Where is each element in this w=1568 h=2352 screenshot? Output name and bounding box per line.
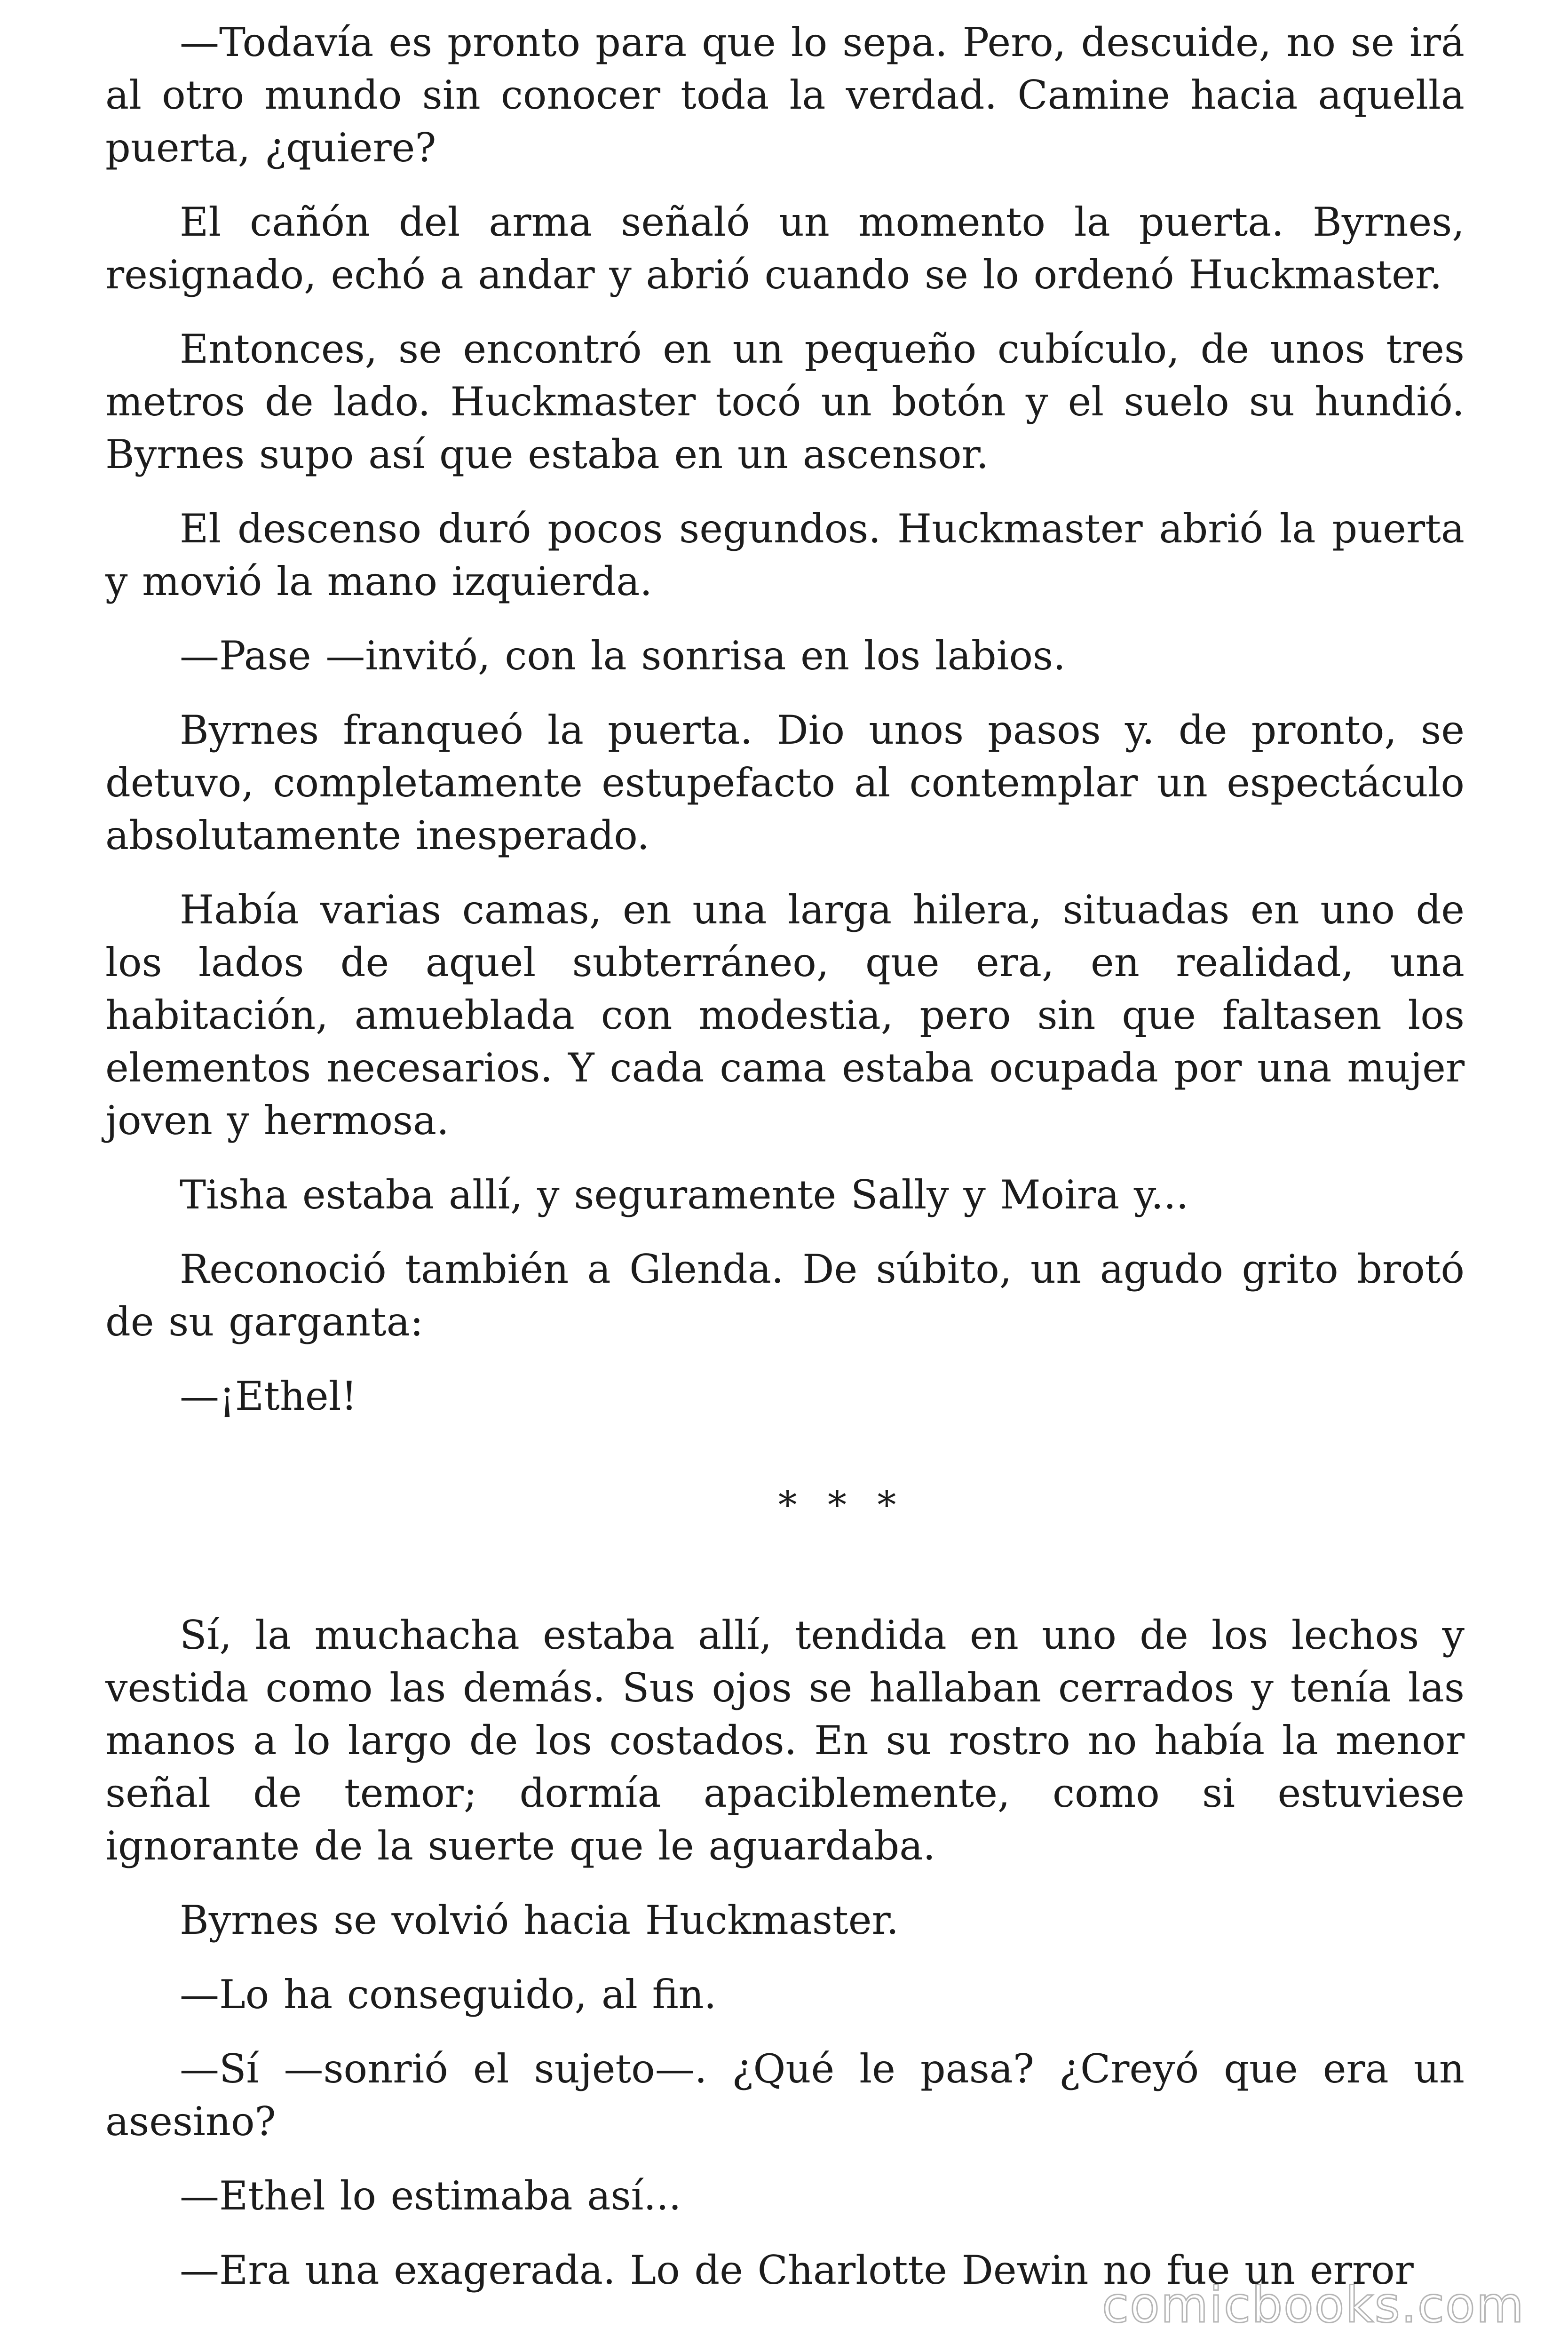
paragraph: Reconoció también a Glenda. De súbito, un agudo grito brotó de su garganta: [105, 1246, 1465, 1345]
paragraph: —¡Ethel! [180, 1373, 357, 1419]
watermark-text: comicbooks.com [1101, 2276, 1525, 2334]
book-page [105, 16, 1465, 2318]
paragraph: Tisha estaba allí, y seguramente Sally y Moira y... [180, 1172, 1189, 1218]
paragraph: Había varias camas, en una larga hilera, situadas en uno de los lados de aquel subterráneo, que era, en realidad, una habitación, amueblada con modestia, pero sin que faltasen los elementos necesarios. Y cada cama estaba ocupada por una mujer joven y hermosa. [105, 887, 1465, 1144]
paragraph: Byrnes se volvió hacia Huckmaster. [180, 1897, 899, 1943]
paragraph: —Todavía es pronto para que lo sepa. Pero, descuide, no se irá al otro mundo sin conocer toda la verdad. Camine hacia aquella puerta, ¿quiere? [105, 19, 1465, 171]
paragraph: Sí, la muchacha estaba allí, tendida en uno de los lechos y vestida como las demás. Sus ojos se hallaban cerrados y tenía las manos a lo largo de los costados. En su rostro no había la menor señal de temor; dormía apaciblemente, como si estuviese ignorante de la suerte que le aguardaba. [105, 1612, 1465, 1869]
paragraph: El descenso duró pocos segundos. Huckmaster abrió la puerta y movió la mano izquierda. [105, 506, 1465, 604]
paragraph: Entonces, se encontró en un pequeño cubículo, de unos tres metros de lado. Huckmaster tocó un botón y el suelo su hundió. Byrnes supo así que estaba en un ascensor. [105, 326, 1465, 477]
paragraph: —Sí —sonrió el sujeto—. ¿Qué le pasa? ¿Creyó que era un asesino? [105, 2046, 1465, 2145]
paragraph: El cañón del arma señaló un momento la puerta. Byrnes, resignado, echó a andar y abrió cuando se lo ordenó Huckmaster. [105, 199, 1465, 298]
paragraph: —Era una exagerada. Lo de Charlotte Dewin no fue un error [180, 2247, 1414, 2293]
paragraph: —Lo ha conseguido, al fin. [180, 1971, 717, 2018]
paragraph: —Pase —invitó, con la sonrisa en los labios. [180, 633, 1066, 679]
paragraph: Byrnes franqueó la puerta. Dio unos pasos y. de pronto, se detuvo, completamente estupefacto al contemplar un espectáculo absolutamente inesperado. [105, 707, 1465, 858]
paragraph: —Ethel lo estimaba así... [180, 2173, 681, 2219]
section-separator: * * * [778, 1483, 905, 1527]
